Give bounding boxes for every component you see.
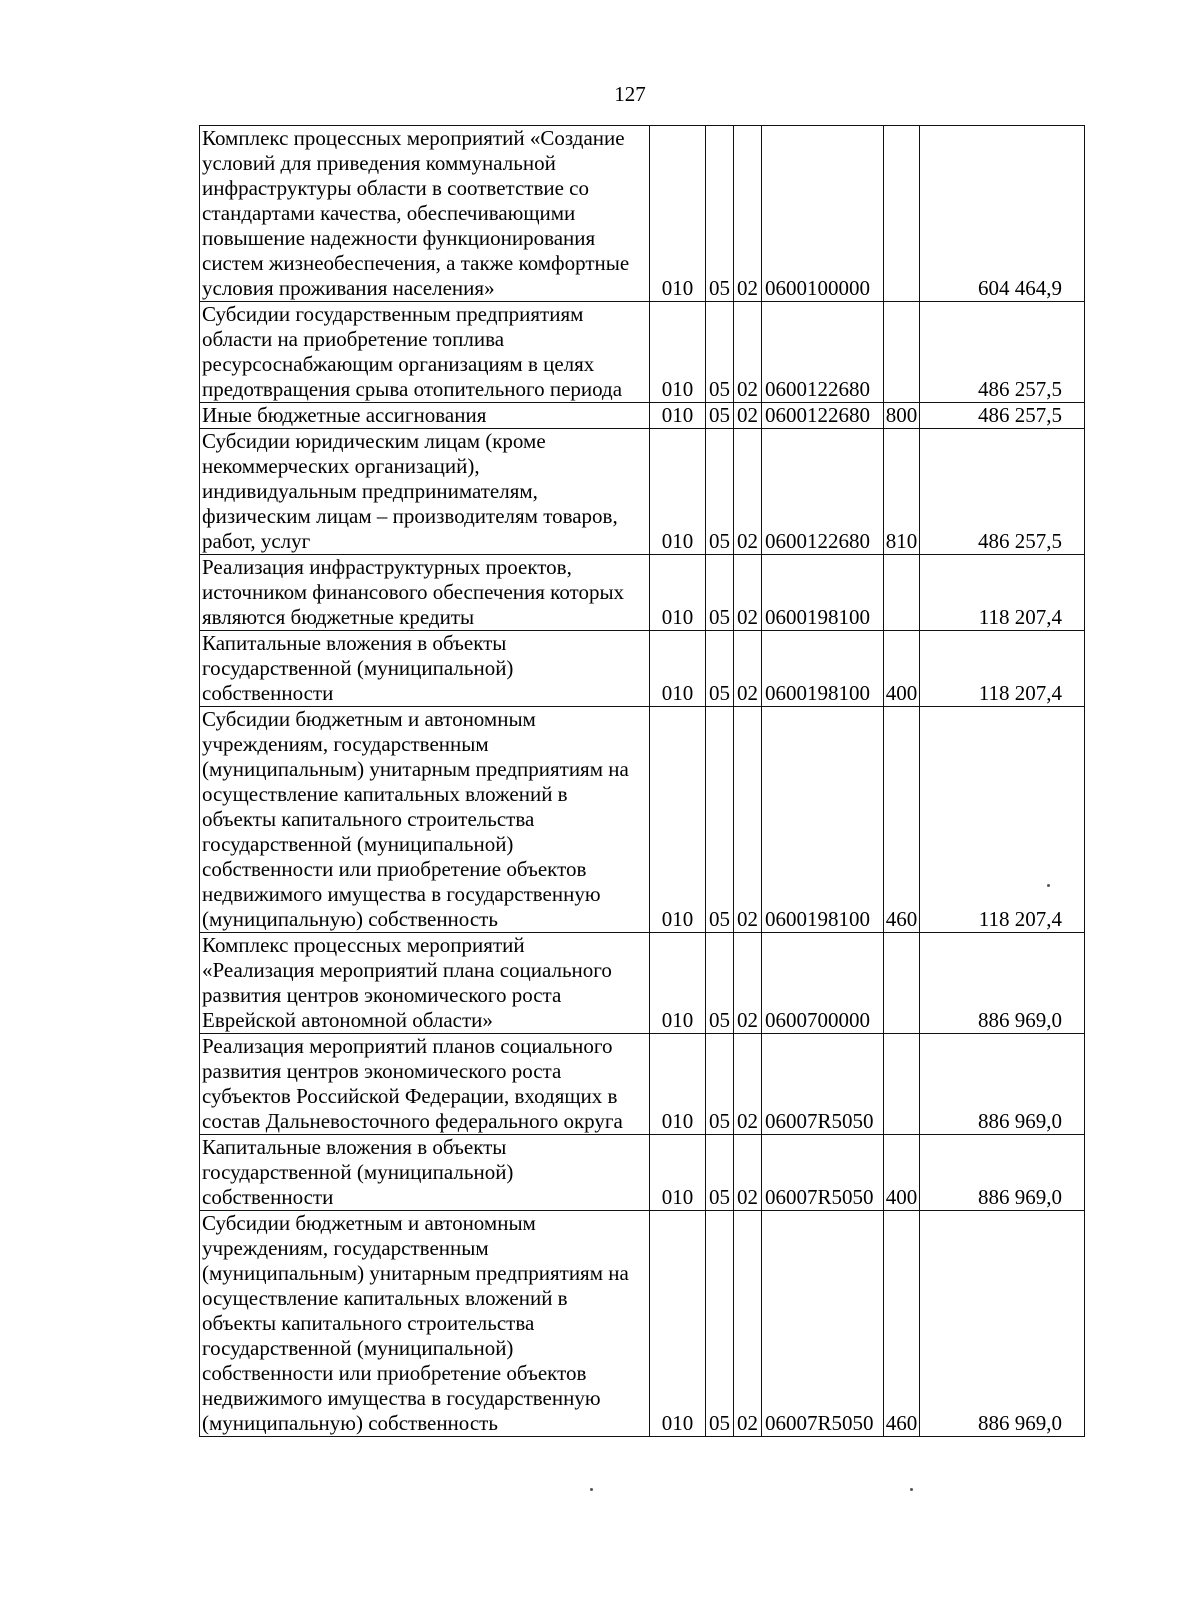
amount: 886 969,0 <box>920 933 1085 1034</box>
row-name: Иные бюджетные ассигнования <box>200 403 650 429</box>
expense-type-code: 810 <box>884 429 920 555</box>
table-row <box>200 933 1085 1034</box>
target-article-code: 06007R5050 <box>762 1211 884 1437</box>
amount: 486 257,5 <box>920 403 1085 429</box>
scan-speck <box>910 1488 913 1491</box>
target-article-code: 0600198100 <box>762 555 884 631</box>
subsection-code: 02 <box>734 933 762 1034</box>
target-article-code: 06007R5050 <box>762 1034 884 1135</box>
table-row <box>200 1135 1085 1211</box>
table-row <box>200 631 1085 707</box>
subsection-code: 02 <box>734 555 762 631</box>
row-name: Комплекс процессных мероприятий «Создание условий для приведения коммунальной инфраструктуры области в соответствие со стандартами качества, обеспечивающими повышение надежности функционирования систем жизнеобеспечения, а также комфортные условия проживания населения» <box>200 126 650 302</box>
target-article-code: 0600100000 <box>762 126 884 302</box>
expense-type-code: 460 <box>884 1211 920 1437</box>
amount: 886 969,0 <box>920 1135 1085 1211</box>
amount: 118 207,4 <box>920 707 1085 933</box>
expense-type-code <box>884 302 920 403</box>
table-row <box>200 1034 1085 1135</box>
expense-type-code <box>884 126 920 302</box>
section-code: 05 <box>706 429 734 555</box>
subsection-code: 02 <box>734 403 762 429</box>
amount: 486 257,5 <box>920 302 1085 403</box>
table-row <box>200 707 1085 933</box>
row-name: Субсидии государственным предприятиям области на приобретение топлива ресурсоснабжающим организациям в целях предотвращения срыва отопительного периода <box>200 302 650 403</box>
gov-code: 010 <box>650 555 706 631</box>
amount: 118 207,4 <box>920 631 1085 707</box>
subsection-code: 02 <box>734 126 762 302</box>
subsection-code: 02 <box>734 1211 762 1437</box>
expense-type-code <box>884 555 920 631</box>
expense-type-code: 460 <box>884 707 920 933</box>
expense-type-code: 400 <box>884 631 920 707</box>
amount: 604 464,9 <box>920 126 1085 302</box>
gov-code: 010 <box>650 1034 706 1135</box>
target-article-code: 0600122680 <box>762 302 884 403</box>
target-article-code: 0600198100 <box>762 631 884 707</box>
target-article-code: 0600198100 <box>762 707 884 933</box>
scan-speck <box>1047 884 1050 887</box>
amount: 486 257,5 <box>920 429 1085 555</box>
target-article-code: 0600700000 <box>762 933 884 1034</box>
budget-table <box>199 125 1085 1437</box>
section-code: 05 <box>706 707 734 933</box>
target-article-code: 0600122680 <box>762 429 884 555</box>
table-row <box>200 1211 1085 1437</box>
section-code: 05 <box>706 933 734 1034</box>
gov-code: 010 <box>650 1135 706 1211</box>
section-code: 05 <box>706 1211 734 1437</box>
subsection-code: 02 <box>734 302 762 403</box>
gov-code: 010 <box>650 707 706 933</box>
gov-code: 010 <box>650 126 706 302</box>
expense-type-code <box>884 933 920 1034</box>
section-code: 05 <box>706 403 734 429</box>
expense-type-code: 400 <box>884 1135 920 1211</box>
row-name: Реализация мероприятий планов социального развития центров экономического роста субъектов Российской Федерации, входящих в состав Дальневосточного федерального округа <box>200 1034 650 1135</box>
amount: 886 969,0 <box>920 1034 1085 1135</box>
section-code: 05 <box>706 631 734 707</box>
section-code: 05 <box>706 126 734 302</box>
amount: 118 207,4 <box>920 555 1085 631</box>
expense-type-code <box>884 1034 920 1135</box>
section-code: 05 <box>706 555 734 631</box>
table-row <box>200 403 1085 429</box>
subsection-code: 02 <box>734 1135 762 1211</box>
table-row <box>200 302 1085 403</box>
table-row <box>200 555 1085 631</box>
row-name: Капитальные вложения в объекты государственной (муниципальной) собственности <box>200 631 650 707</box>
row-name: Субсидии бюджетным и автономным учреждениям, государственным (муниципальным) унитарным предприятиям на осуществление капитальных вложений в объекты капитального строительства государственной (муниципальной) собственности или приобретение объектов недвижимого имущества в государственную (муниципальную) собственность <box>200 1211 650 1437</box>
row-name: Комплекс процессных мероприятий «Реализация мероприятий плана социального развития центров экономического роста Еврейской автономной области» <box>200 933 650 1034</box>
target-article-code: 06007R5050 <box>762 1135 884 1211</box>
section-code: 05 <box>706 302 734 403</box>
subsection-code: 02 <box>734 1034 762 1135</box>
row-name: Субсидии бюджетным и автономным учреждениям, государственным (муниципальным) унитарным предприятиям на осуществление капитальных вложений в объекты капитального строительства государственной (муниципальной) собственности или приобретение объектов недвижимого имущества в государственную (муниципальную) собственность <box>200 707 650 933</box>
gov-code: 010 <box>650 631 706 707</box>
gov-code: 010 <box>650 1211 706 1437</box>
expense-type-code: 800 <box>884 403 920 429</box>
page-number: 127 <box>614 82 646 106</box>
subsection-code: 02 <box>734 631 762 707</box>
section-code: 05 <box>706 1034 734 1135</box>
row-name: Субсидии юридическим лицам (кроме некоммерческих организаций), индивидуальным предпринимателям, физическим лицам – производителям товаров, работ, услуг <box>200 429 650 555</box>
row-name: Капитальные вложения в объекты государственной (муниципальной) собственности <box>200 1135 650 1211</box>
amount: 886 969,0 <box>920 1211 1085 1437</box>
subsection-code: 02 <box>734 707 762 933</box>
subsection-code: 02 <box>734 429 762 555</box>
scan-speck <box>590 1488 593 1491</box>
gov-code: 010 <box>650 403 706 429</box>
section-code: 05 <box>706 1135 734 1211</box>
target-article-code: 0600122680 <box>762 403 884 429</box>
gov-code: 010 <box>650 429 706 555</box>
gov-code: 010 <box>650 933 706 1034</box>
table-row <box>200 126 1085 302</box>
row-name: Реализация инфраструктурных проектов, источником финансового обеспечения которых являются бюджетные кредиты <box>200 555 650 631</box>
gov-code: 010 <box>650 302 706 403</box>
table-row <box>200 429 1085 555</box>
